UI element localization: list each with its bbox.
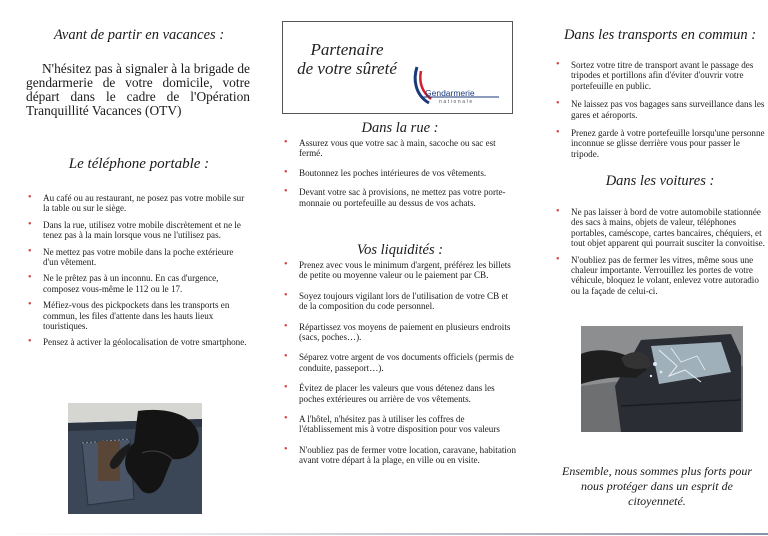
- bullet-icon: •: [28, 299, 32, 311]
- voitures-list: [554, 207, 766, 302]
- bullet-icon: •: [284, 289, 288, 301]
- bullet-icon: •: [28, 245, 32, 257]
- bullet-icon: •: [284, 443, 288, 455]
- list-item: • Dans la rue, utilisez votre mobile discrètement et ne le tenez pas à la main lorsque vous ne l'utilisez pas.: [28, 218, 241, 241]
- list-item: • Assurez vous que votre sac à main, sacoche ou sac est fermé.: [284, 137, 496, 159]
- telephone-heading: Le téléphone portable :: [68, 156, 210, 172]
- bullet-icon: •: [284, 259, 288, 270]
- partner-title: Partenaire de votre sûreté: [297, 40, 397, 78]
- list-item: • Boutonnez les poches intérieures de vos vêtements.: [284, 166, 487, 178]
- telephone-list: [26, 193, 248, 354]
- brand-name: Gendarmerie: [425, 88, 475, 98]
- list-item: • Prenez avec vous le minimum d'argent, préférez les billets de petite ou moyenne valeur ou le paiement par CB.: [284, 259, 511, 281]
- bullet-icon: •: [28, 218, 32, 230]
- vacances-text: N'hésitez pas à signaler à la brigade de gendarmerie de votre domicile, votre départ dans le cadre de l'Opération Tranquillité Vacances (OTV): [26, 61, 250, 118]
- bullet-icon: •: [284, 382, 288, 394]
- list-item: • N'oubliez pas de fermer les vitres, même sous une chaleur importante. Verrouillez les portes de votre véhicule, bloquez le volant, enlevez votre autoradio ou la façade de celui-ci.: [556, 253, 759, 296]
- bullet-icon: •: [284, 351, 288, 363]
- liquidites-list: [282, 260, 518, 476]
- list-item: • Prenez garde à votre portefeuille lorsqu'une personne inconnue se glisse derrière vous pour passer le tripode.: [556, 127, 765, 159]
- bullet-icon: •: [284, 137, 288, 148]
- rue-heading: Dans la rue :: [361, 120, 439, 136]
- bullet-icon: •: [28, 272, 32, 284]
- list-item: • Soyez toujours vigilant lors de l'utilisation de votre CB et de la composition du code personnel.: [284, 289, 509, 312]
- bullet-icon: •: [28, 336, 32, 348]
- liquidites-heading: Vos liquidités :: [356, 242, 444, 258]
- pickpocket-photo: [68, 403, 202, 514]
- bullet-icon: •: [556, 253, 560, 265]
- brand-subtitle: nationale: [439, 99, 474, 105]
- list-item: • Répartissez vos moyens de paiement en plusieurs endroits (sacs, poches…).: [284, 320, 511, 343]
- bullet-icon: •: [28, 192, 32, 203]
- rue-list: [282, 138, 518, 217]
- bullet-icon: •: [556, 206, 560, 217]
- list-item: • Ne le prêtez pas à un inconnu. En cas d'urgence, composez vous-même le 112 ou le 17.: [28, 272, 219, 294]
- list-item: • N'oubliez pas de fermer votre location, caravane, habitation avant votre départ à la plage, en ville ou en visite.: [284, 443, 517, 466]
- bullet-icon: •: [284, 413, 288, 425]
- bullet-icon: •: [284, 166, 288, 178]
- voitures-heading: Dans les voitures :: [605, 173, 715, 189]
- bullet-icon: •: [284, 320, 288, 332]
- list-item: • A l'hôtel, n'hésitez pas à utiliser les coffres de l'établissement mis à votre disposition pour vos valeurs: [284, 413, 500, 435]
- list-item: • Séparez votre argent de vos documents officiels (permis de conduite, passeport…).: [284, 351, 514, 373]
- bottom-divider: [0, 533, 768, 535]
- list-item: • Ne mettez pas votre mobile dans la poche extérieure d'un vêtement.: [28, 245, 234, 268]
- car-break-in-photo: [581, 326, 743, 432]
- list-item: • Au café ou au restaurant, ne posez pas votre mobile sur la table ou sur le siège.: [28, 192, 245, 214]
- list-item: • Ne laissez pas vos bagages sans surveillance dans les gares et aéroports.: [556, 98, 765, 120]
- vacances-heading: Avant de partir en vacances :: [53, 27, 225, 43]
- list-item: • Évitez de placer les valeurs que vous détenez dans les poches extérieures ou arrière de vos vêtements.: [284, 382, 495, 404]
- list-item: • Sortez votre titre de transport avant le passage des tripodes et portillons afin d'éviter d'ouvrir votre portefeuille en public.: [556, 59, 754, 91]
- bullet-icon: •: [556, 59, 560, 70]
- closing-text: Ensemble, nous sommes plus forts pour nous protéger dans un esprit de citoyenneté.: [561, 464, 752, 508]
- bullet-icon: •: [556, 98, 560, 110]
- bullet-icon: •: [556, 127, 560, 139]
- transports-heading: Dans les transports en commun :: [563, 27, 757, 43]
- partner-logo-box: [282, 21, 513, 114]
- transports-list: [554, 60, 766, 167]
- list-item: • Pensez à activer la géolocalisation de votre smartphone.: [28, 336, 247, 348]
- list-item: • Devant votre sac à provisions, ne mettez pas votre porte-monnaie ou portefeuille au dessus de vos achats.: [284, 186, 506, 208]
- list-item: • Méfiez-vous des pickpockets dans les transports en commun, les files d'attente dans les hauts lieux touristiques.: [28, 299, 230, 332]
- bullet-icon: •: [284, 186, 288, 198]
- list-item: • Ne pas laisser à bord de votre automobile stationnée des sacs à mains, objets de valeur, téléphones portables, caméscope, cartes bancaires, chéquiers, et tout objet apparent qui pourrait susciter la convoitise.: [556, 206, 765, 249]
